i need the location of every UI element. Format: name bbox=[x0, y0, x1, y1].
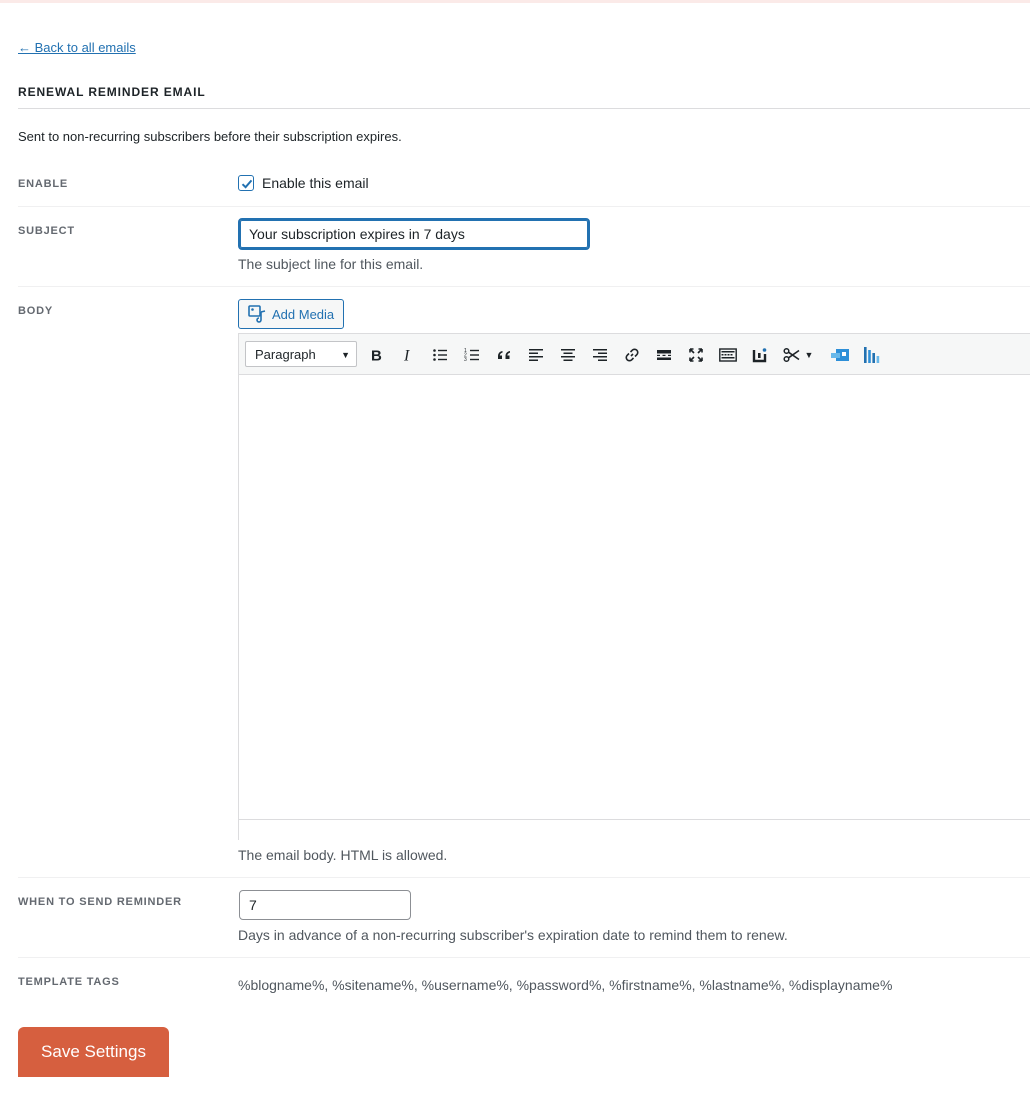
editor-content-area[interactable] bbox=[239, 375, 1030, 819]
svg-text:B: B bbox=[371, 347, 382, 363]
format-select[interactable] bbox=[245, 341, 357, 367]
enable-email-label[interactable]: Enable this email bbox=[262, 175, 369, 191]
reminder-label: WHEN TO SEND REMINDER bbox=[18, 896, 182, 908]
plugin-button[interactable] bbox=[747, 342, 773, 368]
fullscreen-button[interactable] bbox=[683, 342, 709, 368]
row-divider bbox=[18, 286, 1030, 287]
align-right-button[interactable] bbox=[587, 342, 613, 368]
analytics-button[interactable] bbox=[859, 342, 885, 368]
editor-statusbar bbox=[239, 819, 1030, 840]
italic-button[interactable] bbox=[395, 342, 421, 368]
fullscreen-icon bbox=[688, 347, 704, 363]
svg-text:I: I bbox=[404, 347, 410, 363]
top-accent-line bbox=[0, 0, 1030, 3]
template-tags-list: %blogname%, %sitename%, %username%, %password%, %firstname%, %lastname%, %displayname% bbox=[238, 977, 893, 993]
toolbar-toggle-button[interactable] bbox=[715, 342, 741, 368]
svg-text:1: 1 bbox=[464, 348, 467, 354]
row-divider bbox=[18, 206, 1030, 207]
svg-text:3: 3 bbox=[464, 357, 467, 363]
subject-label: SUBJECT bbox=[18, 225, 75, 237]
add-media-button[interactable] bbox=[238, 299, 344, 329]
link-icon bbox=[624, 347, 640, 363]
toolbar-toggle-icon bbox=[719, 347, 737, 363]
enable-email-checkbox[interactable] bbox=[238, 175, 254, 191]
scissors-icon bbox=[783, 347, 801, 363]
body-label: BODY bbox=[18, 305, 53, 317]
back-to-all-emails-link[interactable]: ← Back to all emails bbox=[18, 40, 136, 55]
chevron-down-icon: ▼ bbox=[341, 350, 350, 360]
bold-button[interactable] bbox=[363, 342, 389, 368]
row-divider bbox=[18, 957, 1030, 958]
analytics-icon bbox=[862, 346, 882, 364]
add-media-icon bbox=[248, 305, 266, 323]
checkmark-icon bbox=[240, 177, 254, 191]
body-help-text: The email body. HTML is allowed. bbox=[238, 847, 448, 863]
blockquote-icon bbox=[496, 347, 512, 363]
numbered-list-icon bbox=[464, 347, 480, 363]
read-more-button[interactable] bbox=[651, 342, 677, 368]
title-divider bbox=[18, 108, 1030, 109]
plugin-icon bbox=[752, 347, 768, 363]
row-divider bbox=[18, 877, 1030, 878]
reminder-help-text: Days in advance of a non-recurring subscriber's expiration date to remind them to renew. bbox=[238, 927, 788, 943]
italic-icon bbox=[400, 347, 416, 363]
enable-label: ENABLE bbox=[18, 178, 69, 190]
svg-text:2: 2 bbox=[464, 352, 467, 359]
subject-input[interactable] bbox=[238, 218, 590, 250]
bold-icon bbox=[368, 347, 384, 363]
align-right-icon bbox=[592, 347, 608, 363]
dropdown-caret-icon: ▼ bbox=[804, 350, 814, 360]
insert-link-button[interactable] bbox=[619, 342, 645, 368]
reminder-days-input[interactable] bbox=[239, 890, 411, 920]
save-settings-button[interactable]: Save Settings bbox=[18, 1027, 169, 1077]
media-plugin-icon bbox=[830, 347, 850, 363]
page-title: RENEWAL REMINDER EMAIL bbox=[18, 85, 206, 99]
media-plugin-button[interactable] bbox=[827, 342, 853, 368]
align-left-button[interactable] bbox=[523, 342, 549, 368]
numbered-list-button[interactable] bbox=[459, 342, 485, 368]
align-center-button[interactable] bbox=[555, 342, 581, 368]
email-description: Sent to non-recurring subscribers before their subscription expires. bbox=[18, 129, 402, 144]
bulleted-list-icon bbox=[432, 347, 448, 363]
template-tags-label: TEMPLATE TAGS bbox=[18, 976, 120, 988]
align-left-icon bbox=[528, 347, 544, 363]
scissors-dropdown-button[interactable] bbox=[801, 342, 817, 368]
body-editor bbox=[238, 333, 1030, 840]
editor-toolbar bbox=[239, 334, 1030, 375]
read-more-icon bbox=[656, 347, 672, 363]
blockquote-button[interactable] bbox=[491, 342, 517, 368]
subject-help-text: The subject line for this email. bbox=[238, 256, 424, 272]
align-center-icon bbox=[560, 347, 576, 363]
bulleted-list-button[interactable] bbox=[427, 342, 453, 368]
add-media-label: Add Media bbox=[272, 307, 335, 322]
format-select-value: Paragraph bbox=[255, 347, 316, 362]
